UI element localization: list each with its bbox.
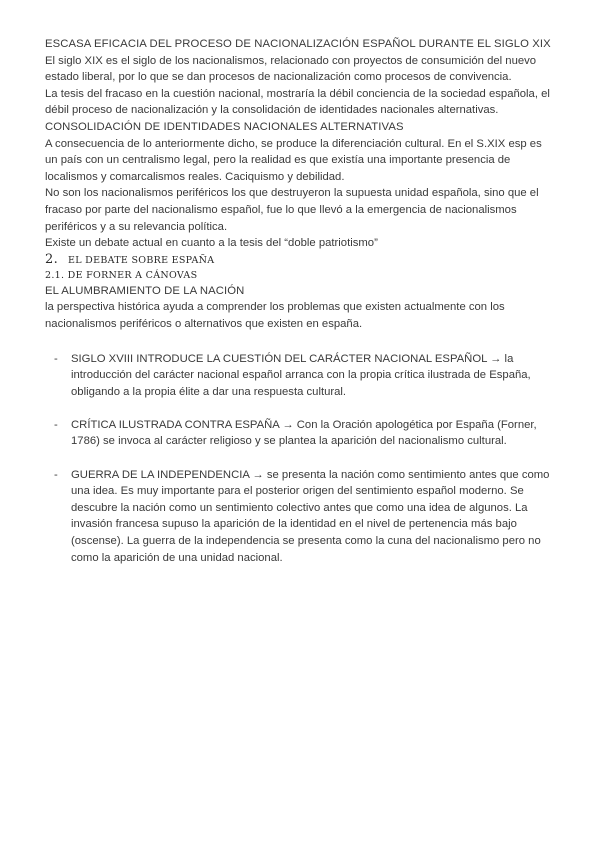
chapter-title: EL DEBATE SOBRE ESPAÑA bbox=[68, 254, 215, 266]
list-item bbox=[45, 467, 557, 567]
bullet-dash: - bbox=[54, 352, 58, 365]
list-item-text: CRÍTICA ILUSTRADA CONTRA ESPAÑA → Con la Oración apologética por España (Forner, 1786) se invoca al carácter religioso y se plantea la aparición del nacionalismo cultural. bbox=[71, 418, 537, 448]
list-item-text: GUERRA DE LA INDEPENDENCIA → se presenta la nación como sentimiento antes que como una idea. Es muy importante para el posterior origen del sentimiento español moderno. Se descubre la nación como un sentimiento colectivo antes que como una idea de algunos. La invasión francesa supuso la aparición de la identidad en el nivel de pertenencia más bajo (oscense). La guerra de la independencia se presenta como la cuna del nacionalismo pero no como la aparición de una unidad nacional. bbox=[71, 468, 550, 564]
paragraph: El siglo XIX es el siglo de los nacionalismos, relacionado con proyectos de consumición del nuevo estado liberal, por lo que se dan procesos de nacionalización como procesos de convivencia. bbox=[45, 54, 537, 84]
bullet-list bbox=[45, 351, 557, 567]
subchapter-heading: 2.1. DE FORNER A CÁNOVAS bbox=[45, 269, 198, 281]
paragraph: No son los nacionalismos periféricos los que destruyeron la supuesta unidad española, sino que el fracaso por parte del nacionalismo español, fue lo que llevó a la emergencia de nacionalismos periféricos y a su relevancia política. bbox=[45, 187, 539, 233]
bullet-dash: - bbox=[54, 418, 58, 431]
section-heading-nationalization: ESCASA EFICACIA DEL PROCESO DE NACIONALIZACIÓN ESPAÑOL DURANTE EL SIGLO XIX bbox=[45, 38, 551, 50]
chapter-heading bbox=[45, 252, 557, 268]
list-item bbox=[45, 417, 557, 450]
list-item-text: SIGLO XVIII INTRODUCE LA CUESTIÓN DEL CARÁCTER NACIONAL ESPAÑOL → la introducción del carácter nacional español arranca con la propia crítica ilustrada de España, obligando a la propia élite a dar una respuesta cultural. bbox=[71, 352, 531, 398]
chapter-number: 2. bbox=[45, 251, 59, 267]
section-heading-nation: EL ALUMBRAMIENTO DE LA NACIÓN bbox=[45, 284, 245, 297]
paragraph: la perspectiva histórica ayuda a comprender los problemas que existen actualmente con los nacionalismos periféricos o alternativos que existen en españa. bbox=[45, 301, 505, 330]
paragraph: Existe un debate actual en cuanto a la tesis del “doble patriotismo” bbox=[45, 237, 378, 250]
bullet-dash: - bbox=[54, 468, 58, 481]
section-heading-identities: CONSOLIDACIÓN DE IDENTIDADES NACIONALES ALTERNATIVAS bbox=[45, 120, 404, 133]
paragraph: La tesis del fracaso en la cuestión nacional, mostraría la débil conciencia de la sociedad española, el débil proceso de nacionalización y la consolidación de identidades nacionales alternativas. bbox=[45, 87, 550, 117]
document-body bbox=[45, 36, 557, 583]
list-item bbox=[45, 351, 557, 401]
paragraph: A consecuencia de lo anteriormente dicho, se produce la diferenciación cultural. En el S.XIX esp es un país con un centralismo legal, pero la realidad es que existía una importante presencia de localismos y comarcalismos reales. Caciquismo y debilidad. bbox=[45, 137, 542, 183]
